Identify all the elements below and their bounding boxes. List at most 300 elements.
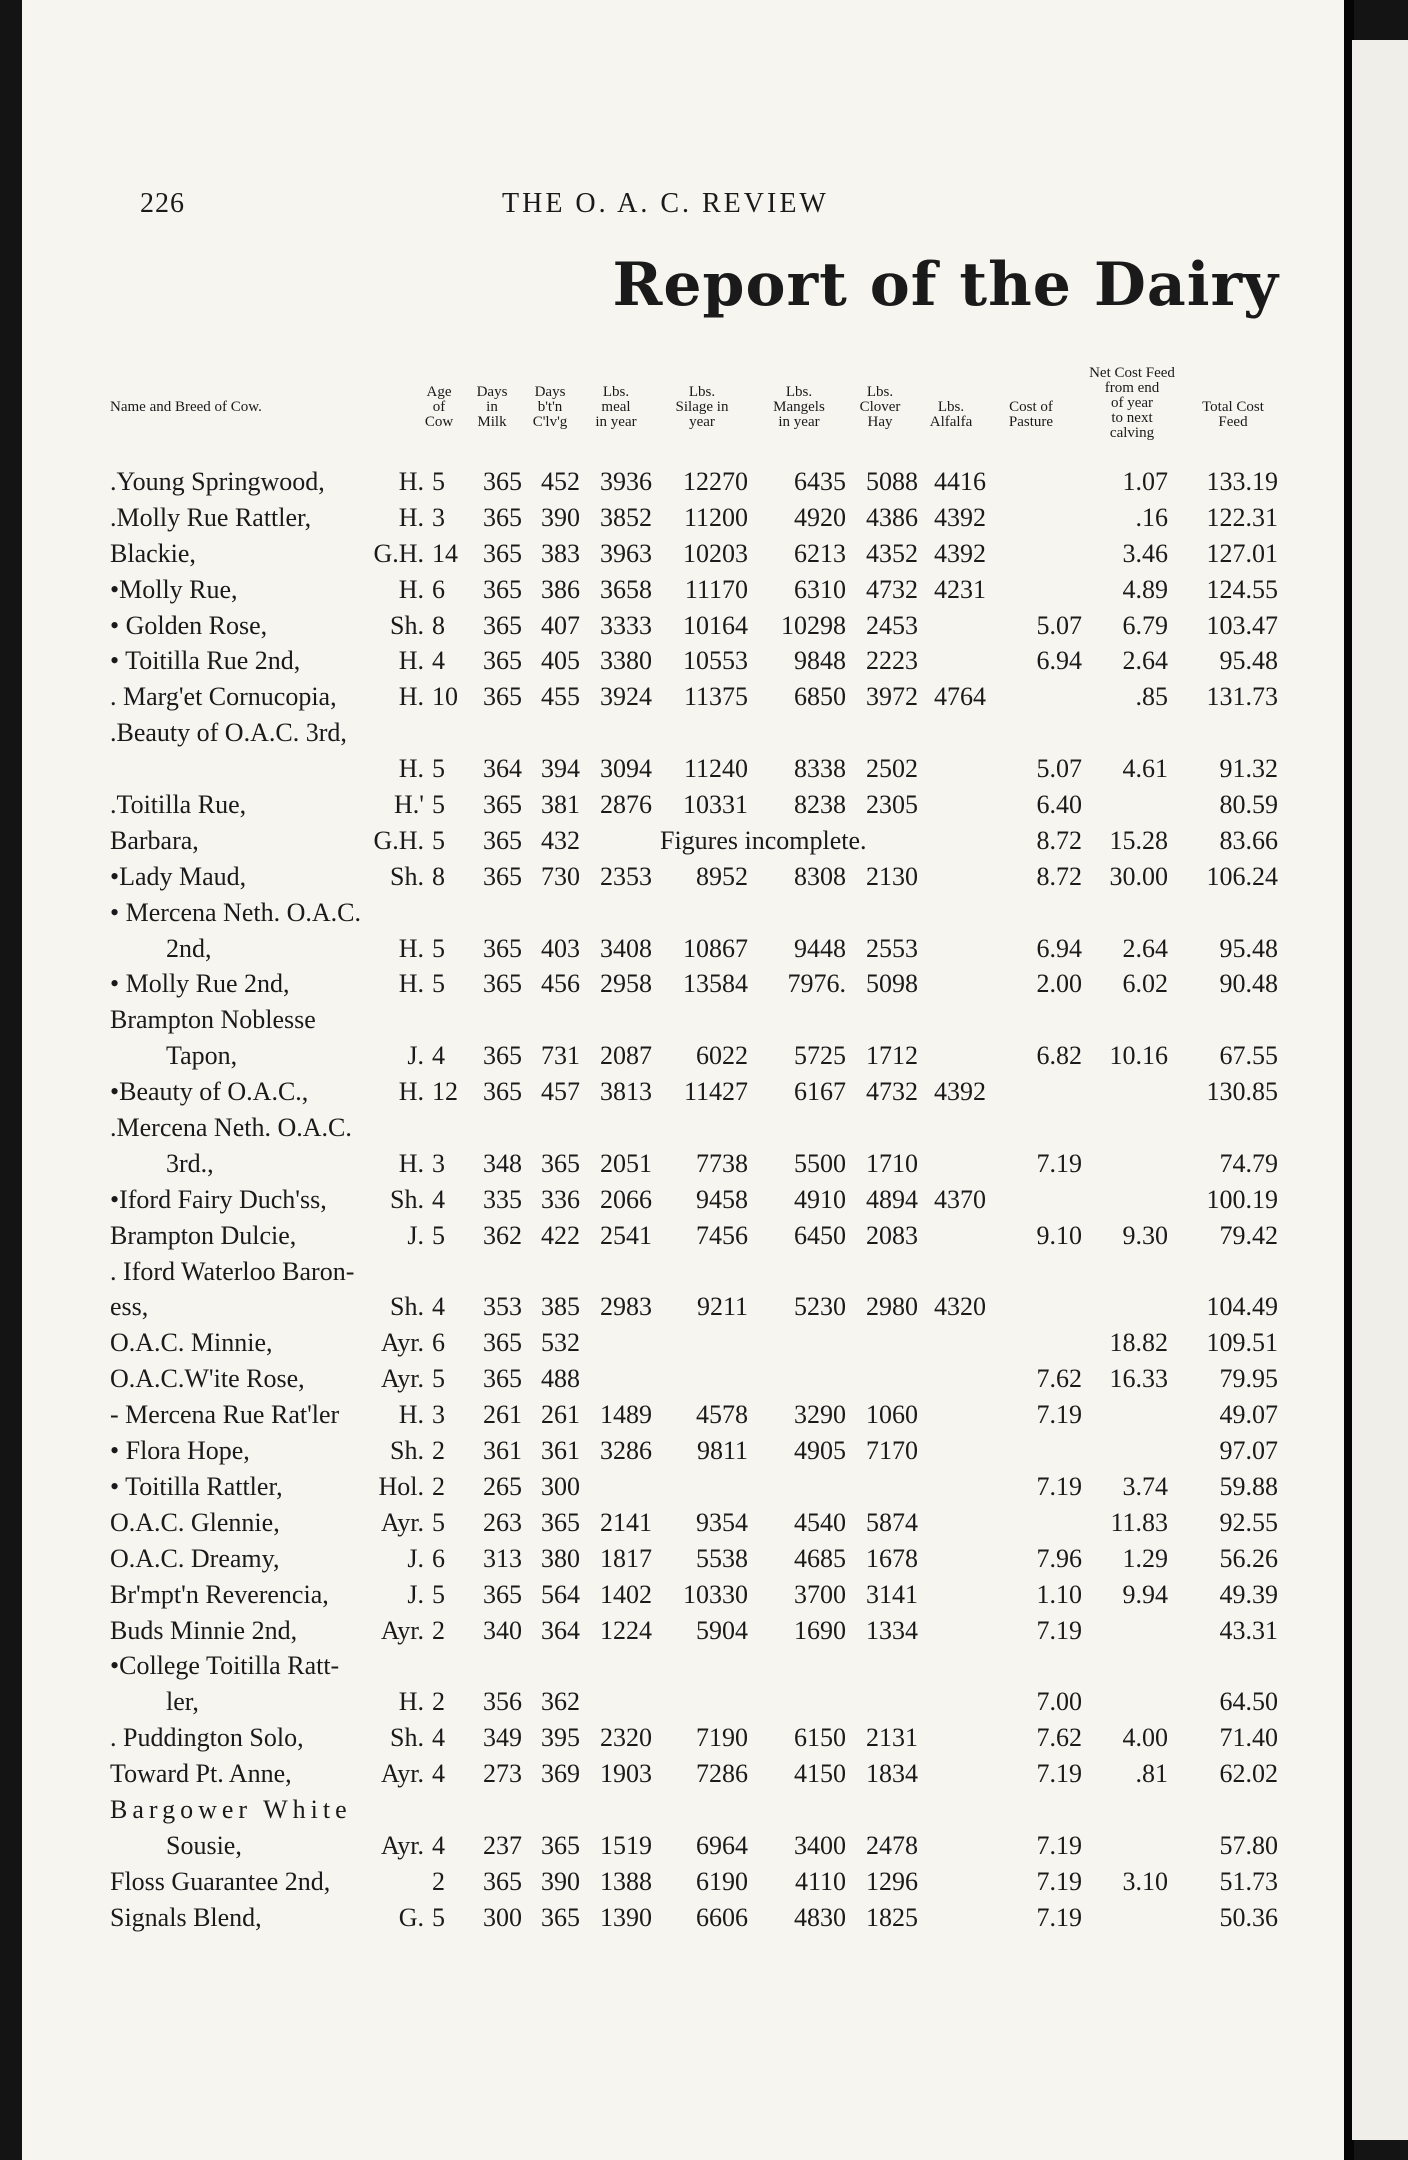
net-cost-feed: 6.79 [1122, 610, 1168, 640]
cost-of-pasture: 5.07 [1036, 610, 1082, 640]
lbs-silage: 10164 [683, 610, 748, 640]
cow-name: •Iford Fairy Duch'ss, [110, 1184, 327, 1214]
lbs-silage: 9458 [696, 1184, 748, 1214]
cost-of-pasture: 7.62 [1036, 1364, 1082, 1394]
cow-breed: H. [398, 1077, 424, 1107]
table-row [22, 1792, 1344, 1828]
lbs-clover-hay: 4732 [866, 1077, 918, 1107]
table-row [22, 1289, 1344, 1325]
page-number: 226 [140, 188, 185, 219]
lbs-clover-hay: 2223 [866, 646, 918, 676]
lbs-silage: 9354 [696, 1507, 748, 1537]
days-in-milk: 365 [483, 467, 522, 496]
cow-breed: H. [398, 646, 424, 676]
cow-name: O.A.C. Dreamy, [110, 1543, 280, 1573]
days-between-calving: 383 [541, 538, 580, 568]
days-between-calving: 456 [541, 969, 580, 999]
days-in-milk: 365 [483, 790, 522, 820]
cow-name: Buds Minnie 2nd, [110, 1615, 298, 1645]
cow-breed: Sh. [390, 610, 424, 640]
journal-title: THE O. A. C. REVIEW [502, 188, 829, 219]
cow-breed: H. [398, 682, 424, 712]
lbs-meal: 2320 [600, 1723, 652, 1753]
cost-of-pasture: 7.19 [1036, 1615, 1082, 1645]
net-cost-feed: .85 [1135, 682, 1168, 712]
header-mangels: Lbs. Mangels in year [773, 384, 825, 430]
days-in-milk: 353 [483, 1292, 522, 1322]
cost-of-pasture: 7.19 [1036, 1866, 1082, 1896]
lbs-meal: 3813 [600, 1077, 652, 1107]
table-row [22, 1361, 1344, 1397]
net-cost-feed: 6.02 [1122, 969, 1168, 999]
total-cost-feed: 80.59 [1219, 790, 1278, 820]
cow-age: 4 [432, 1041, 445, 1071]
net-cost-feed: 11.83 [1110, 1507, 1168, 1537]
cow-age: 5 [432, 754, 445, 784]
table-row [22, 1864, 1344, 1900]
cow-age: 3 [432, 502, 445, 532]
lbs-silage: 11200 [683, 502, 748, 532]
cow-age: 5 [432, 1507, 445, 1537]
cow-breed: H. [398, 933, 424, 963]
header-silage: Lbs. Silage in year [675, 384, 729, 430]
total-cost-feed: 95.48 [1219, 646, 1278, 676]
dairy-table-body [22, 464, 1344, 1936]
header-days-milk: Days in Milk [476, 384, 508, 430]
cost-of-pasture: 7.19 [1036, 1830, 1082, 1860]
header-net-cost-feed: Net Cost Feed from end of year to next calving [1089, 365, 1175, 441]
table-row [22, 1182, 1344, 1218]
lbs-clover-hay: 2131 [866, 1723, 918, 1753]
lbs-meal: 1519 [600, 1830, 652, 1860]
cow-age: 4 [432, 1723, 445, 1753]
cost-of-pasture: 7.96 [1036, 1543, 1082, 1573]
table-row [22, 572, 1344, 608]
lbs-meal: 3924 [600, 682, 652, 712]
header-pasture: Cost of Pasture [1008, 399, 1054, 430]
table-row [22, 464, 1344, 500]
days-between-calving: 369 [541, 1759, 580, 1789]
lbs-mangels: 5230 [794, 1292, 846, 1322]
table-row [22, 966, 1344, 1002]
cow-age: 3 [432, 1148, 445, 1178]
table-row [22, 1254, 1344, 1290]
total-cost-feed: 133.19 [1206, 467, 1278, 496]
cost-of-pasture: 7.62 [1036, 1723, 1082, 1753]
cow-age: 2 [432, 1615, 445, 1645]
lbs-silage: 5904 [696, 1615, 748, 1645]
net-cost-feed: 3.46 [1122, 538, 1168, 568]
table-row [22, 1002, 1344, 1038]
header-alfalfa: Lbs. Alfalfa [929, 399, 973, 430]
cow-name: ess, [110, 1292, 149, 1322]
cow-name: Barbara, [110, 825, 199, 855]
cow-breed: Sh. [390, 1292, 424, 1322]
total-cost-feed: 124.55 [1206, 574, 1278, 604]
lbs-silage: 6022 [696, 1041, 748, 1071]
lbs-alfalfa: 4392 [934, 1077, 986, 1107]
days-between-calving: 390 [541, 1866, 580, 1896]
lbs-silage: 10203 [683, 538, 748, 568]
total-cost-feed: 79.42 [1219, 1220, 1278, 1250]
cow-breed: Ayr. [380, 1364, 424, 1394]
lbs-clover-hay: 1825 [866, 1902, 918, 1932]
days-in-milk: 365 [483, 1364, 522, 1394]
cow-name: Brampton Dulcie, [110, 1220, 297, 1250]
days-in-milk: 365 [483, 1866, 522, 1896]
days-between-calving: 361 [541, 1436, 580, 1466]
table-row [22, 1577, 1344, 1613]
cow-breed: H. [398, 1687, 424, 1717]
cost-of-pasture: 7.19 [1036, 1148, 1082, 1178]
days-between-calving: 390 [541, 502, 580, 532]
cow-age: 6 [432, 1543, 445, 1573]
table-column-headers [22, 366, 1344, 458]
days-in-milk: 365 [483, 861, 522, 891]
days-between-calving: 394 [541, 754, 580, 784]
table-row [22, 751, 1344, 787]
days-in-milk: 300 [483, 1902, 522, 1932]
net-cost-feed: 4.00 [1122, 1723, 1168, 1753]
table-row [22, 715, 1344, 751]
lbs-clover-hay: 4732 [866, 574, 918, 604]
days-between-calving: 455 [541, 682, 580, 712]
cow-name: • Toitilla Rattler, [110, 1471, 283, 1501]
cow-name: 2nd, [166, 933, 212, 963]
total-cost-feed: 67.55 [1219, 1041, 1278, 1071]
net-cost-feed: 18.82 [1109, 1328, 1168, 1358]
lbs-clover-hay: 3972 [866, 682, 918, 712]
net-cost-feed: 9.94 [1122, 1579, 1168, 1609]
lbs-clover-hay: 2553 [866, 933, 918, 963]
days-between-calving: 730 [541, 861, 580, 891]
lbs-meal: 2141 [600, 1507, 652, 1537]
cow-age: 5 [432, 1220, 445, 1250]
cow-breed: Sh. [390, 1436, 424, 1466]
lbs-clover-hay: 1710 [866, 1148, 918, 1178]
total-cost-feed: 49.39 [1219, 1579, 1278, 1609]
lbs-meal: 3333 [600, 610, 652, 640]
table-row [22, 1110, 1344, 1146]
net-cost-feed: 1.07 [1122, 467, 1168, 496]
days-in-milk: 365 [483, 1041, 522, 1071]
lbs-silage: 10553 [683, 646, 748, 676]
days-in-milk: 361 [483, 1436, 522, 1466]
table-row [22, 500, 1344, 536]
cow-breed: G.H. [373, 825, 424, 855]
cow-age: 2 [432, 1471, 445, 1501]
cow-breed: Ayr. [380, 1328, 424, 1358]
cow-name: •College Toitilla Ratt- [110, 1651, 340, 1681]
cow-breed: H. [398, 502, 424, 532]
cow-breed: J. [407, 1041, 424, 1071]
cow-breed: Ayr. [380, 1507, 424, 1537]
cow-breed: J. [407, 1220, 424, 1250]
cow-name: ler, [166, 1687, 199, 1717]
total-cost-feed: 71.40 [1219, 1723, 1278, 1753]
lbs-clover-hay: 1334 [866, 1615, 918, 1645]
net-cost-feed: 3.74 [1122, 1471, 1168, 1501]
cow-age: 5 [432, 467, 445, 496]
table-row [22, 1648, 1344, 1684]
lbs-meal: 2983 [600, 1292, 652, 1322]
document-page [22, 0, 1344, 2160]
cow-breed: Ayr. [380, 1830, 424, 1860]
lbs-meal: 3408 [600, 933, 652, 963]
days-between-calving: 300 [541, 1471, 580, 1501]
cost-of-pasture: 6.94 [1036, 646, 1082, 676]
days-between-calving: 336 [541, 1184, 580, 1214]
lbs-meal: 3286 [600, 1436, 652, 1466]
days-between-calving: 365 [541, 1902, 580, 1932]
days-in-milk: 365 [483, 1579, 522, 1609]
cow-age: 2 [432, 1866, 445, 1896]
days-in-milk: 365 [483, 1328, 522, 1358]
lbs-meal: 2353 [600, 861, 652, 891]
header-clover-hay: Lbs. Clover Hay [859, 384, 901, 430]
cow-name: • Molly Rue 2nd, [110, 969, 290, 999]
lbs-silage: 9811 [696, 1436, 748, 1466]
net-cost-feed: 10.16 [1109, 1041, 1168, 1071]
total-cost-feed: 127.01 [1206, 538, 1278, 568]
table-row [22, 1074, 1344, 1110]
lbs-mangels: 4150 [794, 1759, 846, 1789]
table-row [22, 679, 1344, 715]
lbs-meal: 2958 [600, 969, 652, 999]
cost-of-pasture: 7.19 [1036, 1902, 1082, 1932]
cost-of-pasture: 8.72 [1036, 861, 1082, 891]
header-name-breed: Name and Breed of Cow. [110, 399, 262, 415]
cow-age: 5 [432, 1364, 445, 1394]
total-cost-feed: 92.55 [1219, 1507, 1278, 1537]
lbs-clover-hay: 1678 [866, 1543, 918, 1573]
cost-of-pasture: 2.00 [1036, 969, 1082, 999]
lbs-silage: 11240 [683, 754, 748, 784]
cow-age: 5 [432, 1902, 445, 1932]
days-between-calving: 405 [541, 646, 580, 676]
lbs-mangels: 6213 [794, 538, 846, 568]
total-cost-feed: 50.36 [1219, 1902, 1278, 1932]
days-between-calving: 432 [541, 825, 580, 855]
table-row [22, 1218, 1344, 1254]
lbs-meal: 2876 [600, 790, 652, 820]
lbs-meal: 1390 [600, 1902, 652, 1932]
days-in-milk: 313 [483, 1543, 522, 1573]
lbs-clover-hay: 2502 [866, 754, 918, 784]
lbs-silage: 10867 [683, 933, 748, 963]
lbs-clover-hay: 1712 [866, 1041, 918, 1071]
lbs-mangels: 6167 [794, 1077, 846, 1107]
days-between-calving: 261 [541, 1400, 580, 1430]
cow-name: Signals Blend, [110, 1902, 262, 1932]
lbs-mangels: 6850 [794, 682, 846, 712]
lbs-mangels: 5725 [794, 1041, 846, 1071]
days-in-milk: 365 [483, 933, 522, 963]
table-row [22, 1397, 1344, 1433]
table-row [22, 1038, 1344, 1074]
cost-of-pasture: 8.72 [1036, 825, 1082, 855]
lbs-silage: 13584 [683, 969, 748, 999]
cow-age: 2 [432, 1436, 445, 1466]
lbs-mangels: 4685 [794, 1543, 846, 1573]
lbs-meal: 1224 [600, 1615, 652, 1645]
lbs-silage: 5538 [696, 1543, 748, 1573]
header-days-btn-calving: Days b't'n C'lv'g [532, 384, 568, 430]
days-between-calving: 532 [541, 1328, 580, 1358]
lbs-mangels: 3700 [794, 1579, 846, 1609]
total-cost-feed: 91.32 [1219, 754, 1278, 784]
cow-name: Floss Guarantee 2nd, [110, 1866, 331, 1896]
lbs-clover-hay: 2305 [866, 790, 918, 820]
lbs-clover-hay: 1296 [866, 1866, 918, 1896]
lbs-clover-hay: 3141 [866, 1579, 918, 1609]
table-row [22, 1541, 1344, 1577]
lbs-mangels: 1690 [794, 1615, 846, 1645]
total-cost-feed: 56.26 [1219, 1543, 1278, 1573]
total-cost-feed: 49.07 [1219, 1400, 1278, 1430]
report-title: Report of the Dairy [612, 250, 1279, 320]
lbs-mangels: 10298 [781, 610, 846, 640]
cow-name: . Puddington Solo, [110, 1723, 304, 1753]
cow-breed: Hol. [378, 1471, 424, 1501]
lbs-meal: 2541 [600, 1220, 652, 1250]
lbs-meal: 1402 [600, 1579, 652, 1609]
cow-name: O.A.C.W'ite Rose, [110, 1364, 305, 1394]
lbs-mangels: 4910 [794, 1184, 846, 1214]
table-row [22, 787, 1344, 823]
net-cost-feed: 2.64 [1122, 933, 1168, 963]
cow-age: 5 [432, 1579, 445, 1609]
cow-breed: H. [398, 754, 424, 784]
lbs-mangels: 7976. [787, 969, 846, 999]
lbs-silage: 11375 [683, 682, 748, 712]
cow-age: 8 [432, 861, 445, 891]
cow-age: 4 [432, 1292, 445, 1322]
total-cost-feed: 62.02 [1219, 1759, 1278, 1789]
days-between-calving: 731 [541, 1041, 580, 1071]
days-between-calving: 488 [541, 1364, 580, 1394]
cow-age: 4 [432, 646, 445, 676]
cow-age: 2 [432, 1687, 445, 1717]
lbs-mangels: 4920 [794, 502, 846, 532]
net-cost-feed: 15.28 [1109, 825, 1168, 855]
days-in-milk: 365 [483, 1077, 522, 1107]
lbs-silage: 6606 [696, 1902, 748, 1932]
cow-breed: J. [407, 1579, 424, 1609]
days-in-milk: 365 [483, 538, 522, 568]
lbs-clover-hay: 1060 [866, 1400, 918, 1430]
lbs-alfalfa: 4392 [934, 502, 986, 532]
days-in-milk: 265 [483, 1471, 522, 1501]
days-between-calving: 457 [541, 1077, 580, 1107]
days-between-calving: 422 [541, 1220, 580, 1250]
cow-breed: H. [398, 467, 424, 496]
cow-breed: G. [398, 1902, 424, 1932]
lbs-mangels: 6435 [794, 467, 846, 496]
cow-age: 6 [432, 1328, 445, 1358]
lbs-meal: 3852 [600, 502, 652, 532]
days-in-milk: 365 [483, 574, 522, 604]
cow-name: 3rd., [166, 1148, 214, 1178]
days-between-calving: 395 [541, 1723, 580, 1753]
days-in-milk: 365 [483, 502, 522, 532]
lbs-clover-hay: 5098 [866, 969, 918, 999]
lbs-silage: 4578 [696, 1400, 748, 1430]
cow-name: Bargower White [110, 1794, 352, 1824]
table-row [22, 1505, 1344, 1541]
cow-breed: G.H. [373, 538, 424, 568]
cow-name: • Mercena Neth. O.A.C. [110, 897, 361, 927]
days-in-milk: 365 [483, 969, 522, 999]
row-note: Figures incomplete. [660, 825, 867, 855]
table-row [22, 608, 1344, 644]
lbs-clover-hay: 5874 [866, 1507, 918, 1537]
days-in-milk: 348 [483, 1148, 522, 1178]
total-cost-feed: 83.66 [1219, 825, 1278, 855]
lbs-mangels: 8338 [794, 754, 846, 784]
lbs-meal: 1903 [600, 1759, 652, 1789]
lbs-silage: 7738 [696, 1148, 748, 1178]
cow-breed: H. [398, 1148, 424, 1178]
running-header [22, 188, 1344, 228]
lbs-clover-hay: 4352 [866, 538, 918, 568]
cow-name: • Toitilla Rue 2nd, [110, 646, 301, 676]
cost-of-pasture: 6.94 [1036, 933, 1082, 963]
lbs-mangels: 4830 [794, 1902, 846, 1932]
table-row [22, 859, 1344, 895]
days-in-milk: 340 [483, 1615, 522, 1645]
net-cost-feed: 4.61 [1122, 754, 1168, 784]
cow-age: 6 [432, 574, 445, 604]
total-cost-feed: 100.19 [1206, 1184, 1278, 1214]
lbs-mangels: 3400 [794, 1830, 846, 1860]
table-row [22, 895, 1344, 931]
lbs-alfalfa: 4231 [934, 574, 986, 604]
total-cost-feed: 104.49 [1206, 1292, 1278, 1322]
lbs-meal: 3963 [600, 538, 652, 568]
cow-age: 4 [432, 1830, 445, 1860]
lbs-mangels: 9448 [794, 933, 846, 963]
lbs-mangels: 6310 [794, 574, 846, 604]
total-cost-feed: 106.24 [1206, 861, 1278, 891]
days-between-calving: 381 [541, 790, 580, 820]
cost-of-pasture: 5.07 [1036, 754, 1082, 784]
cost-of-pasture: 7.19 [1036, 1471, 1082, 1501]
cow-breed: Sh. [390, 1723, 424, 1753]
cow-age: 14 [432, 538, 458, 568]
cow-name: O.A.C. Minnie, [110, 1328, 273, 1358]
lbs-mangels: 9848 [794, 646, 846, 676]
cow-breed: H. [398, 969, 424, 999]
lbs-silage: 7286 [696, 1759, 748, 1789]
days-between-calving: 385 [541, 1292, 580, 1322]
table-row [22, 1900, 1344, 1936]
days-in-milk: 362 [483, 1220, 522, 1250]
lbs-clover-hay: 2083 [866, 1220, 918, 1250]
cow-breed: H. [398, 574, 424, 604]
lbs-mangels: 8238 [794, 790, 846, 820]
table-row [22, 1756, 1344, 1792]
cow-age: 5 [432, 969, 445, 999]
net-cost-feed: .81 [1135, 1759, 1168, 1789]
days-between-calving: 386 [541, 574, 580, 604]
lbs-meal: 3658 [600, 574, 652, 604]
lbs-meal: 3936 [600, 467, 652, 496]
lbs-silage: 10331 [683, 790, 748, 820]
lbs-meal: 3094 [600, 754, 652, 784]
total-cost-feed: 59.88 [1219, 1471, 1278, 1501]
lbs-clover-hay: 2130 [866, 861, 918, 891]
